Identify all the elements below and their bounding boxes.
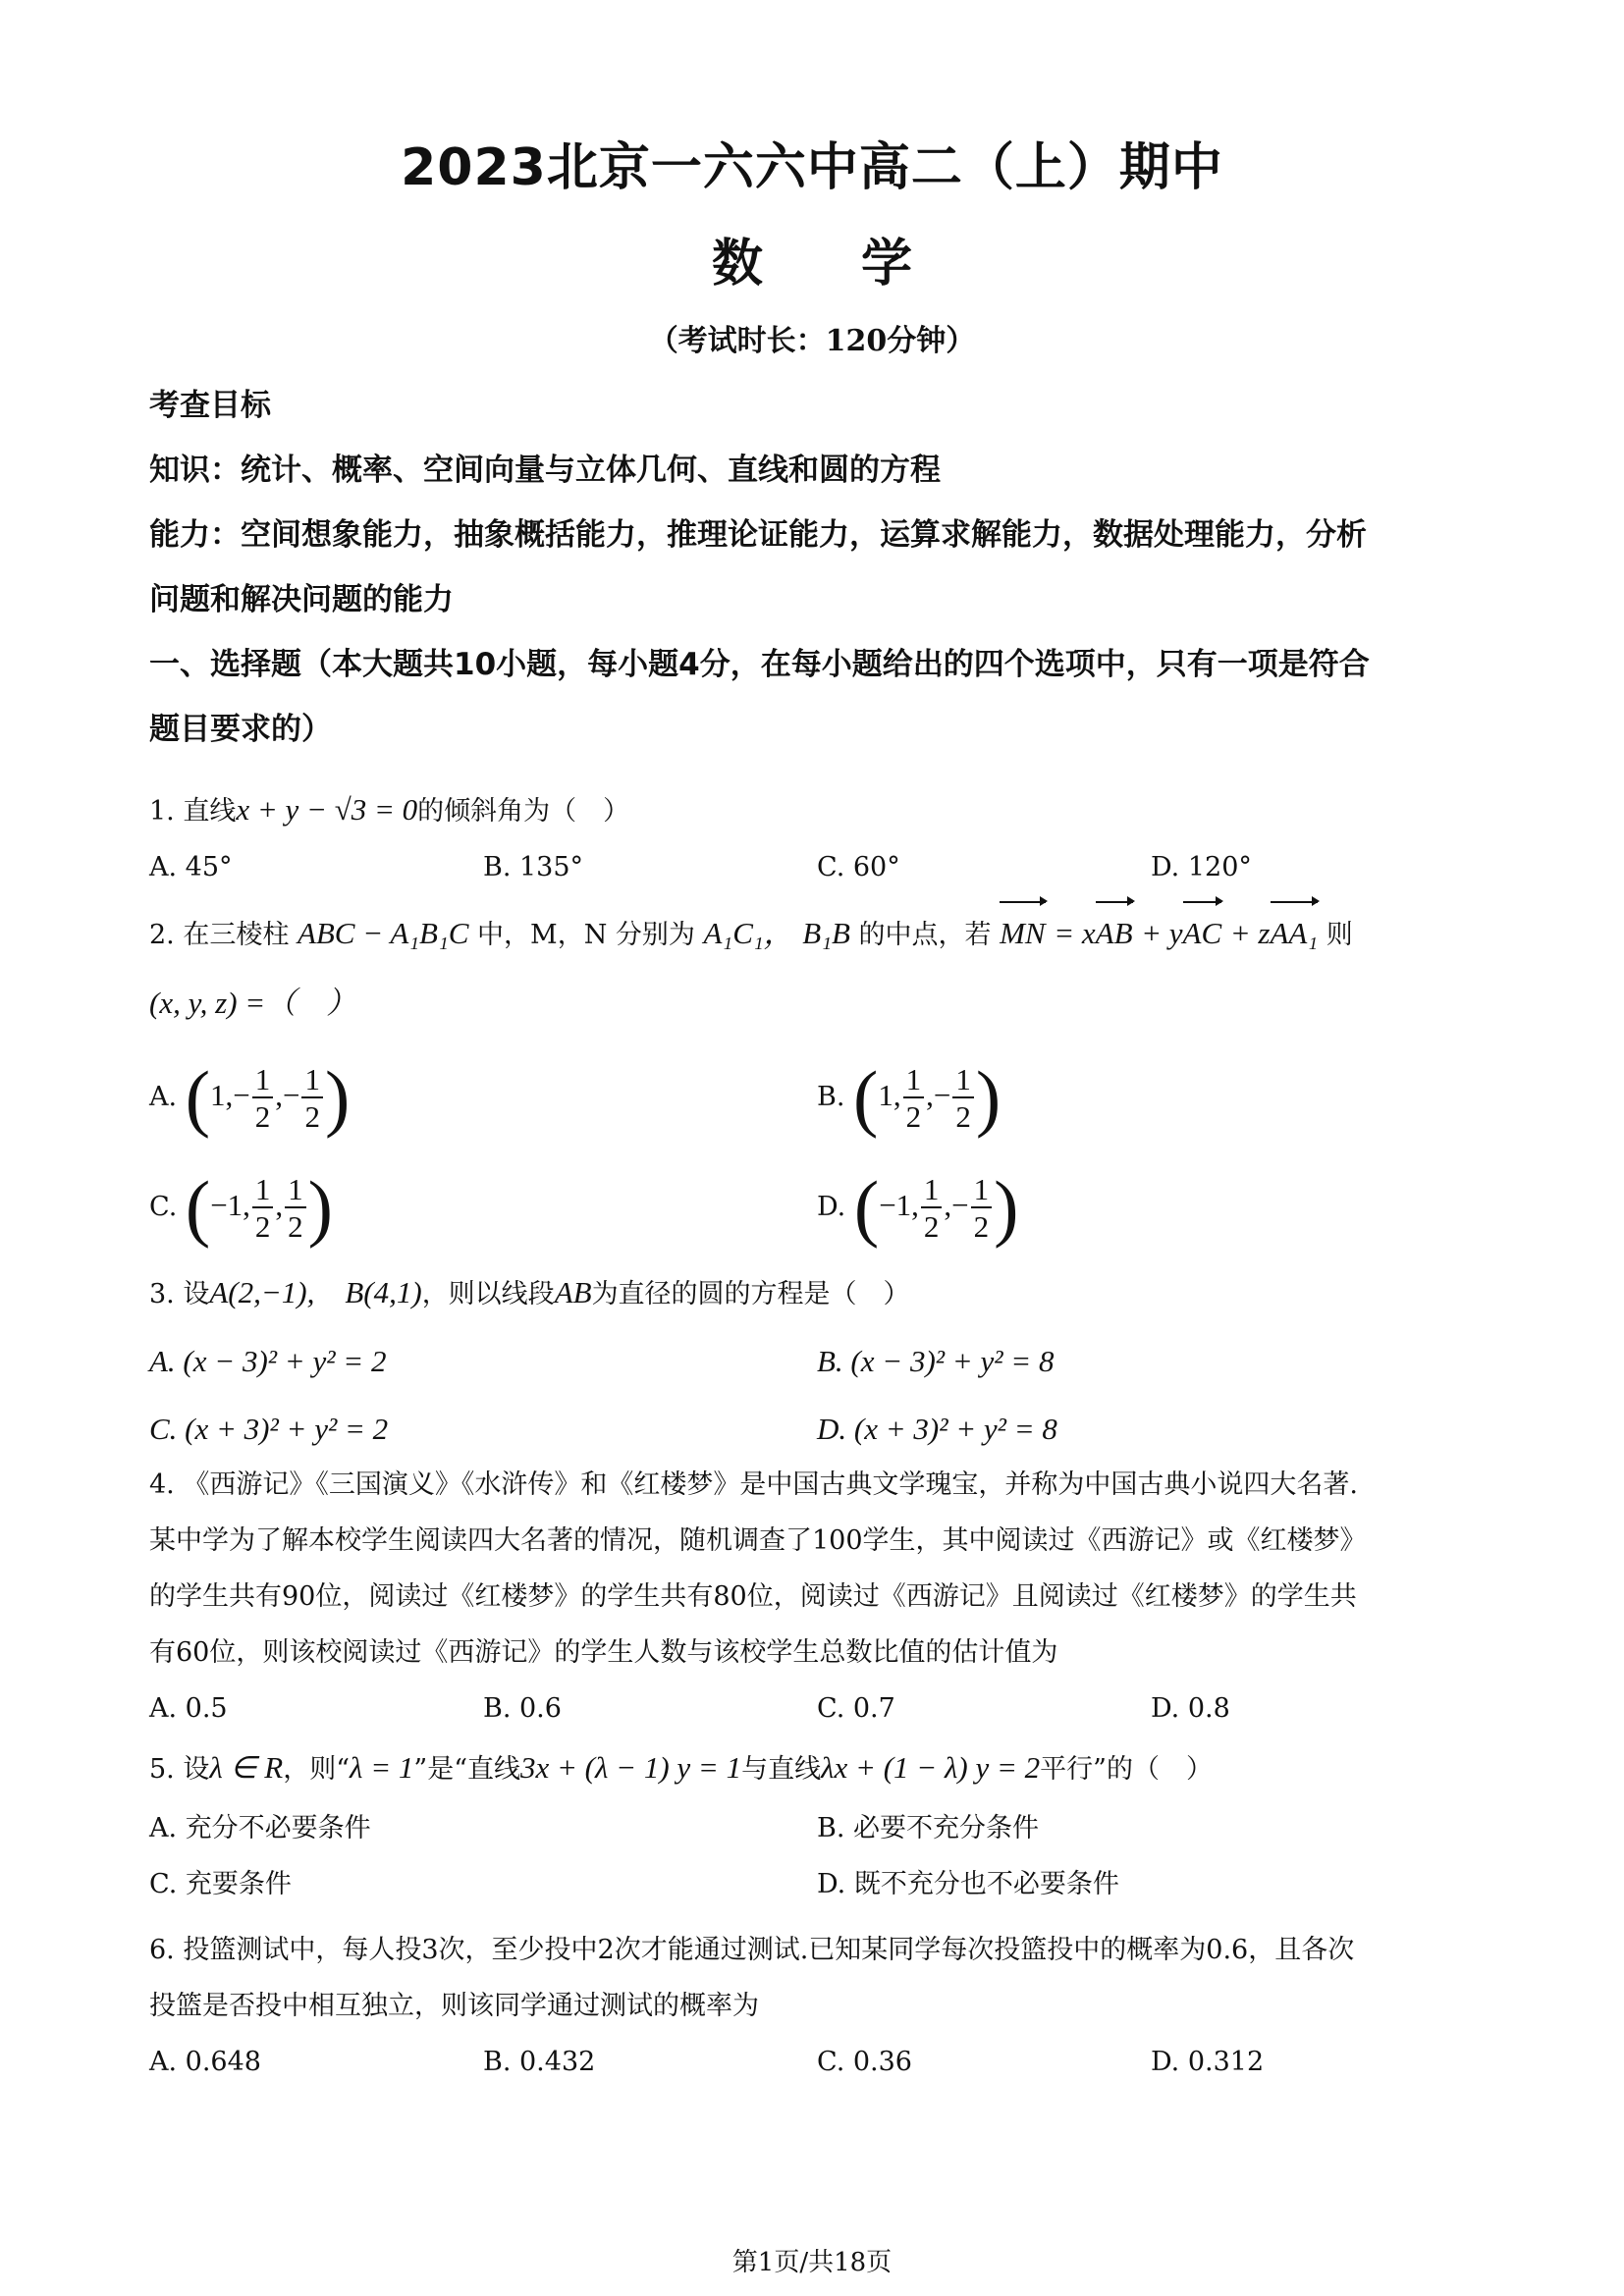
q2-option-d-label: D. [817,1192,846,1222]
question-2 [149,895,1485,1260]
q4-option-a: A. 0.5 [149,1693,228,1724]
q3-suffix: ，则以线段 [421,1279,555,1309]
question-1 [149,781,1485,895]
q2-option-a-frac-c-num: 1 [301,1064,323,1098]
q2-option-b-sign-c: ,− [926,1078,951,1112]
q5-lambda: λ = 1 [350,1750,414,1785]
q4-option-b: B. 0.6 [483,1693,562,1724]
q2-option-d-first: −1, [879,1188,919,1222]
page-number: 第1页/共18页 [731,2248,893,2277]
q2-option-d [817,1150,1018,1262]
q2-option-d-frac-b [921,1174,943,1242]
q2-option-b-frac-b [903,1064,925,1132]
objectives-heading: 考查目标 [149,388,271,423]
subject-title [0,222,1624,295]
q4-line-2: 某中学为了解本校学生阅读四大名著的情况，随机调查了100学生，其中阅读过《西游记》或《红楼梦》 [149,1525,1367,1556]
question-3 [149,1260,1485,1463]
question-5-stem [149,1737,1485,1800]
q5-mid: ，则“ [283,1754,351,1785]
section1-heading-line1: 一、选择题（本大题共10小题，每小题4分，在每小题给出的四个选项中，只有一项是符合 [149,647,1370,682]
q2-option-b-first: 1, [878,1078,901,1112]
q1-suffix: 的倾斜角为（ ） [417,796,630,827]
q5-line-1: 3x + (λ − 1) y = 1 [520,1750,742,1785]
q2-option-d-rparen: ) [994,1166,1019,1250]
q4-line-1: 4. 《西游记》《三国演义》《水浒传》和《红楼梦》是中国古典文学瑰宝，并称为中国古典小说四大名著. [149,1469,1358,1500]
question-5-options-row1 [149,1800,1485,1856]
q3-points: A(2,−1), B(4,1) [209,1275,422,1309]
q2-option-a-sign-c: ,− [275,1078,300,1112]
q2-option-a-frac-b-den: 2 [254,1099,271,1134]
q4-option-d: D. 0.8 [1151,1693,1230,1724]
q5-mid3: 与直线 [741,1754,822,1785]
q4-line-3: 的学生共有90位，阅读过《红楼梦》的学生共有80位，阅读过《西游记》且阅读过《红楼梦》的学生共 [149,1581,1357,1612]
q5-line-2: λx + (1 − λ) y = 2 [821,1750,1041,1785]
question-6 [149,1922,1485,2090]
q2-option-d-frac-c-den: 2 [973,1209,990,1244]
q1-option-c: C. 60° [817,852,900,882]
q2-option-c-first: −1, [210,1188,250,1222]
q1-option-b: B. 135° [483,852,584,882]
q2-option-a-frac-b-num: 1 [252,1064,274,1098]
q3-suffix2: 为直径的圆的方程是（ ） [591,1279,910,1309]
q2-option-c-frac-b [252,1174,274,1242]
question-2-options-row2 [149,1150,1485,1260]
q1-option-a: A. 45° [149,852,233,882]
q2-option-b-frac-c [952,1064,974,1132]
q2-option-c-frac-b-den: 2 [254,1209,271,1244]
q1-equation: x + y − √3 = 0 [236,792,418,827]
q2-vector-mn: MN [1000,895,1046,966]
question-2-stem-line1 [149,895,1485,968]
q3-segment: AB [554,1275,592,1309]
q2-option-a-label: A. [149,1082,178,1112]
q2-option-c-label: C. [149,1192,178,1222]
q2-option-a-first: 1, [210,1078,234,1112]
question-1-options [149,839,1485,895]
q6-option-b: B. 0.432 [483,2047,596,2077]
q2-option-d-frac-b-num: 1 [921,1174,943,1208]
exam-title: 2023北京一六六中高二（上）期中 [401,138,1223,197]
q2-option-a-rparen: ) [324,1056,351,1140]
subject-char-2: 学 [861,235,913,294]
question-4-options [149,1681,1485,1736]
q5-prefix: 5. 设 [149,1754,210,1785]
q2-option-a-lparen: ( [185,1056,210,1140]
q2-option-c-frac-c [285,1174,306,1242]
q2-option-d-frac-c-num: 1 [971,1174,993,1208]
q2-option-b [817,1041,1001,1152]
q5-option-a: A. 充分不必要条件 [149,1813,371,1843]
q2-prefix: 2. 在三棱柱 [149,920,290,950]
q2-plus-z: + z [1229,916,1271,950]
q2-option-b-lparen: ( [853,1056,879,1140]
q6-option-a: A. 0.648 [149,2047,261,2077]
q2-mid2: 的中点，若 [858,920,992,950]
q2-vector-aa1: AA₁ [1271,895,1319,966]
q3-option-b: B. (x − 3)² + y² = 8 [817,1344,1055,1378]
question-2-options-row1 [149,1041,1485,1150]
q2-option-a-sign-b: − [233,1078,250,1112]
section1-heading-line2: 题目要求的） [149,712,332,747]
q2-eq: = x [1054,916,1096,950]
q2-plus-y: + y [1141,916,1183,950]
q2-option-b-frac-b-num: 1 [903,1064,925,1098]
question-6-options [149,2034,1485,2090]
q2-option-a-frac-c-den: 2 [304,1099,320,1134]
question-4 [149,1457,1485,1736]
q2-point-2: B₁B [802,916,850,950]
objectives-knowledge: 知识：统计、概率、空间向量与立体几何、直线和圆的方程 [149,453,941,488]
q3-option-c: C. (x + 3)² + y² = 2 [149,1412,389,1446]
objectives-section [149,373,1485,762]
q5-suffix: 平行”的（ ） [1040,1754,1213,1785]
q2-prism: ABC − A₁B₁C [297,916,469,950]
q3-option-a: A. (x − 3)² + y² = 2 [149,1344,387,1378]
q6-line-2: 投篮是否投中相互独立，则该同学通过测试的概率为 [149,1991,759,2021]
q2-option-c-sign-c: , [275,1188,284,1222]
q3-option-d: D. (x + 3)² + y² = 8 [817,1412,1057,1446]
question-3-options-row1 [149,1327,1485,1395]
q2-option-a [149,1041,350,1152]
q6-line-1: 6. 投篮测试中，每人投3次，至少投中2次才能通过测试.已知某同学每次投篮投中的概率为0.6，且各次 [149,1935,1355,1965]
q5-option-d: D. 既不充分也不必要条件 [817,1869,1119,1899]
q2-option-d-frac-b-den: 2 [923,1209,940,1244]
q5-mid2: ”是“直线 [413,1754,520,1785]
q2-option-b-frac-c-den: 2 [955,1099,971,1134]
q2-vector-ab: AB [1096,895,1133,966]
q2-option-c-frac-c-num: 1 [285,1174,306,1208]
q2-vector-ac: AC [1183,895,1222,966]
q4-line-4: 有60位，则该校阅读过《西游记》的学生人数与该校学生总数比值的估计值为 [149,1637,1058,1668]
question-2-stem-line2 [149,968,1485,1041]
q2-option-b-label: B. [817,1082,845,1112]
question-3-options-row2 [149,1395,1485,1463]
question-3-stem [149,1260,1485,1327]
q1-option-d: D. 120° [1151,852,1252,882]
subject-char-1: 数 [711,235,763,294]
q2-option-b-rparen: ) [975,1056,1001,1140]
question-5 [149,1737,1485,1912]
q2-mid: 中，M，N 分别为 [477,920,695,950]
q2-option-d-frac-c [971,1174,993,1242]
q1-prefix: 1. 直线 [149,796,237,827]
q2-option-d-sign-c: ,− [944,1188,969,1222]
q2-option-c-frac-c-den: 2 [288,1209,303,1244]
q6-option-d: D. 0.312 [1151,2047,1265,2077]
q2-option-d-lparen: ( [853,1166,880,1250]
q2-option-c-frac-b-num: 1 [252,1174,274,1208]
objectives-ability-line2: 问题和解决问题的能力 [149,582,454,617]
q3-prefix: 3. 设 [149,1279,210,1309]
q4-option-c: C. 0.7 [817,1693,895,1724]
q2-option-b-frac-c-num: 1 [952,1064,974,1098]
q2-option-a-frac-c [301,1064,323,1132]
q2-option-c-rparen: ) [307,1166,333,1250]
q2-option-c [149,1150,333,1262]
q2-tuple: (x, y, z) =（ ） [149,986,357,1020]
q2-option-a-frac-b [252,1064,274,1132]
q2-option-b-frac-b-den: 2 [905,1099,922,1134]
question-1-stem [149,781,1485,839]
q5-option-c: C. 充要条件 [149,1869,292,1899]
q2-tail: 则 [1326,920,1353,950]
q2-point-1: A₁C₁， [703,916,794,950]
question-5-options-row2 [149,1856,1485,1912]
q5-option-b: B. 必要不充分条件 [817,1813,1040,1843]
exam-duration: （考试时长：120分钟） [648,324,976,358]
q6-option-c: C. 0.36 [817,2047,912,2077]
q2-option-c-lparen: ( [185,1166,211,1250]
q5-cond: λ ∈ R [209,1750,284,1785]
objectives-ability-line1: 能力：空间想象能力，抽象概括能力，推理论证能力，运算求解能力，数据处理能力，分析 [149,517,1367,553]
